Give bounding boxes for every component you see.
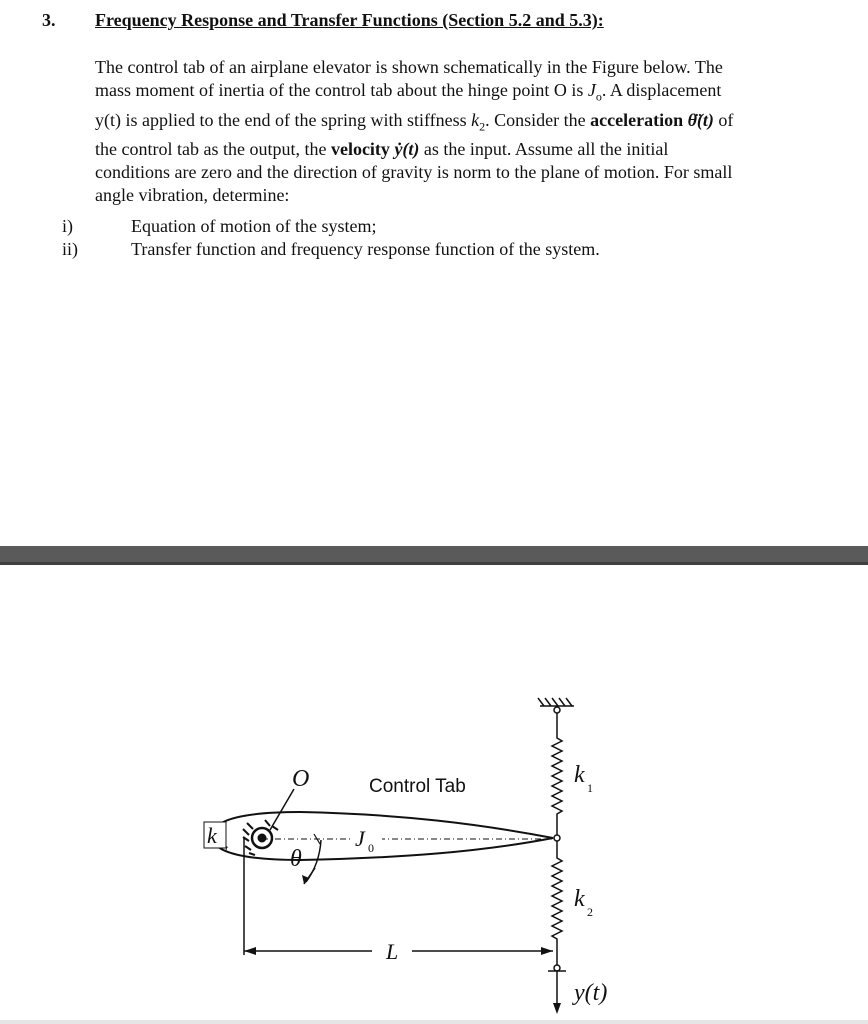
question-number: 3. — [42, 10, 56, 30]
label-kt-sub: t — [225, 843, 229, 855]
statement-line-6: angle vibration, determine: — [95, 185, 290, 206]
item-text: Transfer function and frequency response function of the system. — [131, 239, 600, 259]
statement-line-2: mass moment of inertia of the control tab about the hinge point O is $J_o$. A displacement — [95, 80, 722, 104]
theta-arc — [306, 840, 321, 882]
o-leader-line — [270, 789, 294, 830]
statement-line-5: conditions are zero and the direction of gravity is norm to the plane of motion. For small — [95, 162, 733, 183]
label-control-tab: Control Tab — [369, 776, 466, 797]
item-text: Equation of motion of the system; — [131, 216, 377, 236]
item-marker: i) — [62, 216, 73, 236]
question-title: Frequency Response and Transfer Functions (Section 5.2 and 5.3): — [95, 10, 604, 30]
label-j-sub: 0 — [368, 841, 374, 855]
statement-line-1: The control tab of an airplane elevator is shown schematically in the Figure below. The — [95, 57, 723, 77]
label-o: O — [292, 766, 310, 792]
label-y: y(t) — [574, 980, 608, 1006]
ground-support — [538, 698, 574, 713]
item-marker: ii) — [62, 239, 78, 259]
label-k2-sub: 2 — [587, 905, 593, 919]
label-theta: θ — [290, 846, 302, 872]
spring-k2 — [552, 841, 562, 965]
label-k1-sub: 1 — [587, 781, 593, 795]
statement-line-3: y(t) is applied to the end of the spring with stiffness $k_2$. Consider the acceleration θ̈(t) of — [95, 109, 734, 134]
label-k2: k — [574, 886, 585, 912]
label-l: L — [386, 939, 399, 964]
label-k1: k — [574, 762, 585, 788]
spring-k1 — [552, 713, 562, 835]
label-j: J — [355, 826, 365, 851]
page-bottom-edge — [0, 1020, 868, 1024]
label-kt: k — [207, 823, 217, 848]
statement-line-4: the control tab as the output, the velocity ẏ(t) as the input. Assume all the initial — [95, 139, 669, 160]
